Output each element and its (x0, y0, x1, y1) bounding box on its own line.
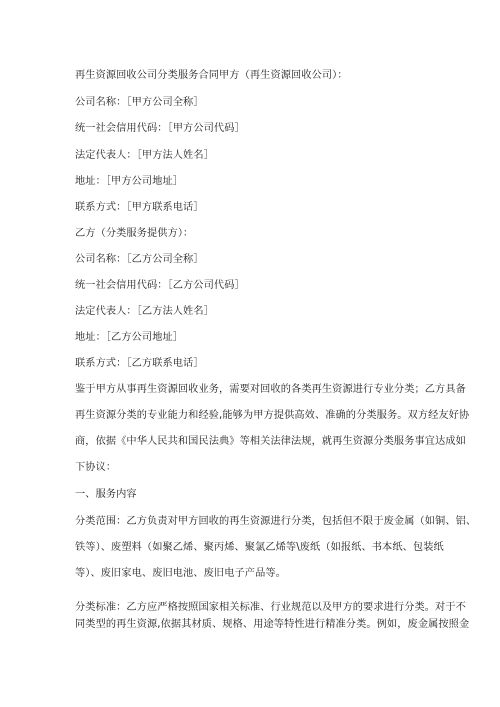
party-a-contact: 联系方式：［甲方联系电话］ (75, 202, 204, 213)
scope-line: 铁等）、废塑料（如聚乙烯、聚丙烯、聚氯乙烯等\废纸（如报纸、书本纸、包装纸 (75, 542, 444, 553)
standard-line: 同类型的再生资源,依据其材质、规格、用途等特性进行精准分类。例如，废金属按照金 (75, 619, 470, 630)
party-b-address: 地址：［乙方公司地址］ (75, 332, 184, 343)
preamble-line: 商，依据《中华人民共和国民法典》等相关法律法规，就再生资源分类服务事宜达成如 (75, 436, 466, 447)
section-1-title: 一、服务内容 (75, 489, 137, 500)
party-b-credit-code: 统一社会信用代码：［乙方公司代码］ (75, 280, 245, 291)
scope-line: 分类范围：乙方负责对甲方回收的再生资源进行分类，包括但不限于废金属（如铜、铝、 (75, 516, 477, 527)
party-a-company: 公司名称：［甲方公司全称］ (75, 97, 204, 108)
scope-line: 等）、废旧家电、废旧电池、废旧电子产品等。 (75, 568, 286, 579)
document-header: 再生资源回收公司分类服务合同甲方（再生资源回收公司）： (75, 70, 348, 81)
party-b-heading: 乙方（分类服务提供方）： (75, 228, 194, 239)
party-a-address: 地址：［甲方公司地址］ (75, 176, 184, 187)
preamble-line: 鉴于甲方从事再生资源回收业务，需要对回收的各类再生资源进行专业分类；乙方具备 (75, 384, 466, 395)
standard-line: 分类标准：乙方应严格按照国家相关标准、行业规范以及甲方的要求进行分类。对于不 (75, 602, 466, 613)
party-b-contact: 联系方式：［乙方联系电话］ (75, 358, 204, 369)
party-a-credit-code: 统一社会信用代码：［甲方公司代码］ (75, 123, 245, 134)
party-b-legal-rep: 法定代表人：［乙方法人姓名］ (75, 306, 214, 317)
party-b-company: 公司名称：［乙方公司全称］ (75, 254, 204, 265)
preamble-line: 再生资源分类的专业能力和经验,能够为甲方提供高效、准确的分类服务。双方经友好协 (75, 410, 470, 421)
preamble-line: 下协议： (75, 462, 117, 473)
party-a-legal-rep: 法定代表人：［甲方法人姓名］ (75, 150, 214, 161)
